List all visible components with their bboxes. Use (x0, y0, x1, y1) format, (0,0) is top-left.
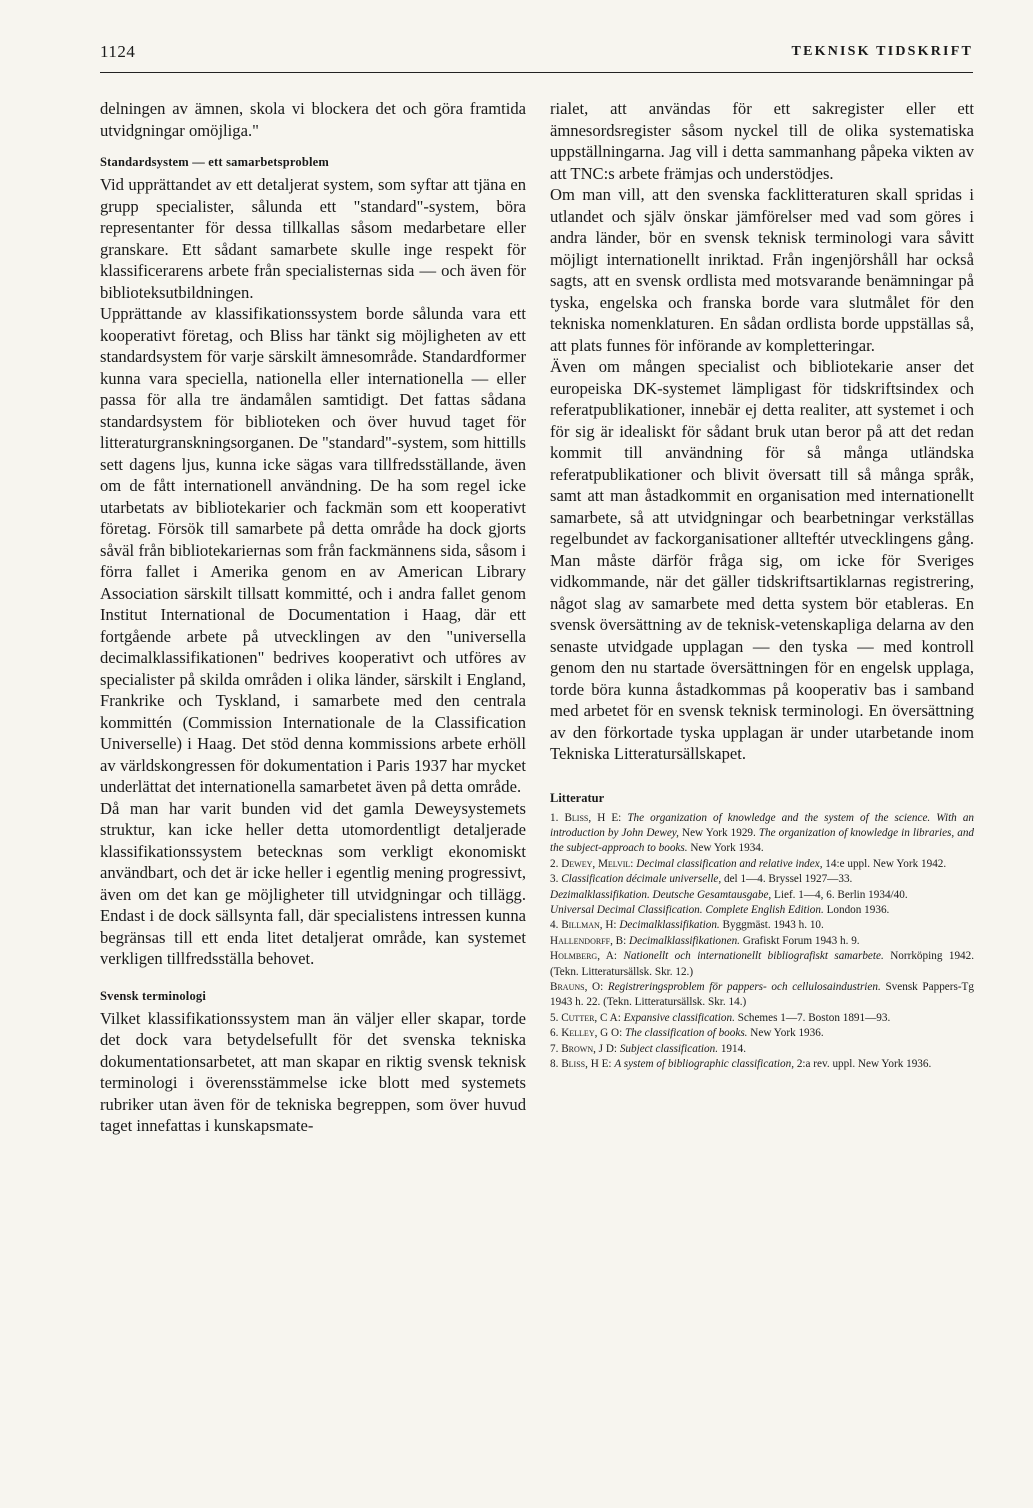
ref-author: 7. Brown, J D: (550, 1042, 618, 1055)
ref-title: Decimalklassifikation. (619, 919, 720, 932)
ref-title: Decimal classification and relative index, (636, 857, 823, 870)
ref-author: 5. Cutter, C A: (550, 1011, 621, 1024)
ref-title: Nationellt och internationellt bibliografiskt samarbete. (623, 950, 884, 963)
ref-details: Svensk Pappers-Tg 1943 h. 22. (Tekn. Litteratursällsk. Skr. 14.) (550, 980, 974, 1009)
reference-item (550, 857, 974, 872)
reference-item (550, 949, 974, 980)
paragraph: Då man har varit bunden vid det gamla Deweysystemets struktur, kan icke heller detta utomordentligt detaljerade klassifikationssystem betecknas som verkligt ekonomiskt användbart, och det är icke heller i egentlig mening progressivt, även om det kan ge möjligheter till utvidgningar och tillägg. Endast i de dock sällsynta fall, där specialistens intressen kunna begränsas till ett enda litet detaljerat område, kan systemet verkligen tillfredsställa behovet. (100, 798, 526, 968)
ref-title: Classification décimale universelle, (561, 873, 722, 886)
ref-title: The organization of knowledge and the system of the science. With an introduction by John Dewey, (550, 811, 975, 839)
ref-title: Universal Decimal Classification. Complete English Edition. (550, 903, 824, 916)
paragraph: rialet, att användas för ett sakregister eller ett ämnesordsregister såsom nyckel till de olika systematiska uppställningarna. Jag vill i detta sammanhang påpeka vikten av att TNC:s arbete främjas och understödjes. (550, 99, 974, 183)
ref-title: The classification of books. (625, 1027, 748, 1040)
reference-item (550, 811, 974, 857)
ref-author: 4. Billman, H: (550, 919, 617, 932)
references-heading: Litteratur (550, 790, 605, 805)
ref-details: del 1—4. Bryssel 1927—33. (724, 873, 853, 886)
reference-item (550, 1011, 974, 1026)
reference-item (550, 980, 974, 1011)
reference-item (550, 1042, 974, 1057)
ref-title: Decimalklassifikationen. (629, 934, 740, 947)
ref-title: Dezimalklassifikation. Deutsche Gesamtausgabe, (550, 888, 772, 901)
reference-list (550, 811, 974, 1073)
reference-item (550, 918, 974, 933)
ref-author: Brauns, O: (550, 980, 604, 993)
paragraph: Även om mången specialist och bibliotekarie anser det europeiska DK-systemet lämpligast för tidskriftsindex och referatpublikationer, innebär ej detta realiter, att systemet i och för sig är idealiskt för sådant bruk utan beror på att det redan kommit till användning för så många utländska referatpublikationer och blivit översatt till så många språk, samt att man åstadkommit en organisation med internationellt samarbete, så att utvidgningar och bearbetningar verkställas regelbundet av fackorganisationer allteftér utvecklingens gång. Man måste därför fråga sig, om icke för Sveriges vidkommande, när det gäller tidskriftsartiklarnas registrering, något slag av samarbete med detta system bör etableras. En svensk översättning av de teknisk-vetenskapliga delarna av den senaste utvidgade upplagan — den tyska — med kontroll genom den nu startade översättningen för en engelsk upplaga, torde böra kunna åstadkommas på kooperativ bas i samband med arbetet för en svensk teknisk terminologi. En översättning av den förkortade tyska upplagan är under utarbetande inom Tekniska Litteratursällskapet. (550, 357, 974, 763)
ref-author: Holmberg, A: (550, 950, 617, 963)
paragraph: Vid upprättandet av ett detaljerat system, som syftar att tjäna en grupp specialister, sålunda ett "standard"-system, böra representanter för dessa tillkallas såsom medarbetare eller granskare. Ett sådant samarbete skulle inge respekt för klassificerarens arbete från specialisternas sida — och även för biblioteksutbildningen. (100, 175, 526, 302)
ref-title: A system of bibliographic classification, (614, 1058, 795, 1070)
ref-author: 2. Dewey, Melvil: (550, 857, 634, 870)
ref-title: The organization of knowledge in libraries, and the subject-approach to books. (550, 826, 975, 855)
ref-title: Subject classification. (619, 1042, 719, 1055)
ref-title: Registreringsproblem för pappers- och cellulosaindustrien. (607, 980, 881, 993)
ref-details: Lief. 1—4, 6. Berlin 1934/40. (774, 888, 908, 901)
paragraph: Upprättande av klassifikationssystem borde sålunda vara ett kooperativt företag, och Bliss har tänkt sig möjligheten av ett standardsystem för varje särskilt ämnesområde. Standardformer kunna vara speciella, nationella eller internationella — eller passa för alla tre ändamålen samtidigt. Det fattas sådana standardsystem för biblioteken och över huvud taget för litteraturgranskningsorganen. De "standard"-system, som hittills sett dagens ljus, kunna icke sägas vara tillfredsställande, även om de fått internationell användning. De ha som regel icke utarbetats av bibliotekarier och fackmän som ett kooperativt företag. Försök till samarbete på detta område ha dock gjorts såväl från bibliotekariernas som från fackmännens sida, såsom i förra fallet i Amerika genom en av American Library Association särskilt tillsatt kommitté, och i andra fallet genom Institut International de Documentation i Haag, där ett fortgående arbete på utvecklingen av den "universella decimalklassifikationen" bedrives kooperativt och utföres av specialister på skilda områden i olika länder, särskilt i England, Frankrike och Tyskland, i samarbete med den centrala kommittén (Commission Internationale de la Classification Universelle) i Haag. Det stöd denna kommissions arbete erhöll av världskongressen för dokumentation i Paris 1937 har mycket underlättat det internationella samarbetet även på detta område. (100, 304, 526, 796)
header-rule (100, 72, 973, 73)
paragraph: Om man vill, att den svenska facklitteraturen skall spridas i utlandet och själv önskar jämförelser med vad som göres i andra länder, bör en svensk teknisk terminologi vara såvitt möjligt internationellt inriktad. Från ingenjörshåll har också sagts, att en svensk ordlista med motsvarande benämningar på tyska, engelska och franska borde vara slutmålet för den tekniska nomenklaturen. En sådan ordlista borde uppställas så, att plats funnes för införande av kompletteringar. (550, 185, 974, 355)
ref-details: 2:a rev. uppl. New York 1936. (796, 1058, 932, 1070)
ref-details: New York 1936. (750, 1027, 824, 1040)
section-heading: Svensk terminologi (100, 988, 207, 1003)
ref-author: 8. Bliss, H E: (550, 1058, 612, 1070)
ref-details: New York 1934. (690, 842, 764, 855)
ref-author: Hallendorff, B: (550, 934, 627, 947)
ref-details: 14:e uppl. New York 1942. (825, 857, 947, 870)
ref-details: London 1936. (826, 903, 890, 916)
ref-author: 6. Kelley, G O: (550, 1027, 623, 1040)
ref-author: 3. (550, 873, 559, 886)
reference-item (550, 872, 974, 887)
ref-details: Byggmäst. 1943 h. 10. (722, 919, 824, 932)
left-column (100, 98, 526, 1137)
page-number: 1124 (100, 42, 136, 61)
running-title: TEKNISK TIDSKRIFT (791, 44, 973, 59)
paragraph: Vilket klassifikationssystem man än väljer eller skapar, torde det dock vara betydelsefullt för det svenska tekniska dokumentationsarbetet, att man skapar en riktig svensk teknisk terminologi i överensstämmelse icke blott med systemets rubriker utan även för de tekniska begreppen, som över huvud taget innefattas i kunskapsmate- (100, 1008, 526, 1135)
reference-item (550, 903, 974, 918)
ref-details: Schemes 1—7. Boston 1891—93. (737, 1011, 891, 1024)
ref-title: Expansive classification. (623, 1011, 735, 1024)
ref-details: 1914. (720, 1042, 746, 1055)
reference-item (550, 1026, 974, 1041)
ref-author: 1. Bliss, H E: (550, 811, 622, 824)
ref-details: New York 1929. (681, 826, 756, 839)
ref-details: Grafiskt Forum 1943 h. 9. (742, 934, 860, 947)
right-column (550, 98, 974, 1072)
paragraph: delningen av ämnen, skola vi blockera det och göra framtida utvidgningar omöjliga." (100, 99, 526, 140)
ref-details: Norrköping 1942. (Tekn. Litteratursällsk. Skr. 12.) (550, 950, 975, 978)
reference-item (550, 888, 974, 903)
reference-item (550, 934, 974, 949)
section-heading: Standardsystem — ett samarbetsproblem (100, 155, 330, 169)
reference-item (550, 1057, 974, 1072)
